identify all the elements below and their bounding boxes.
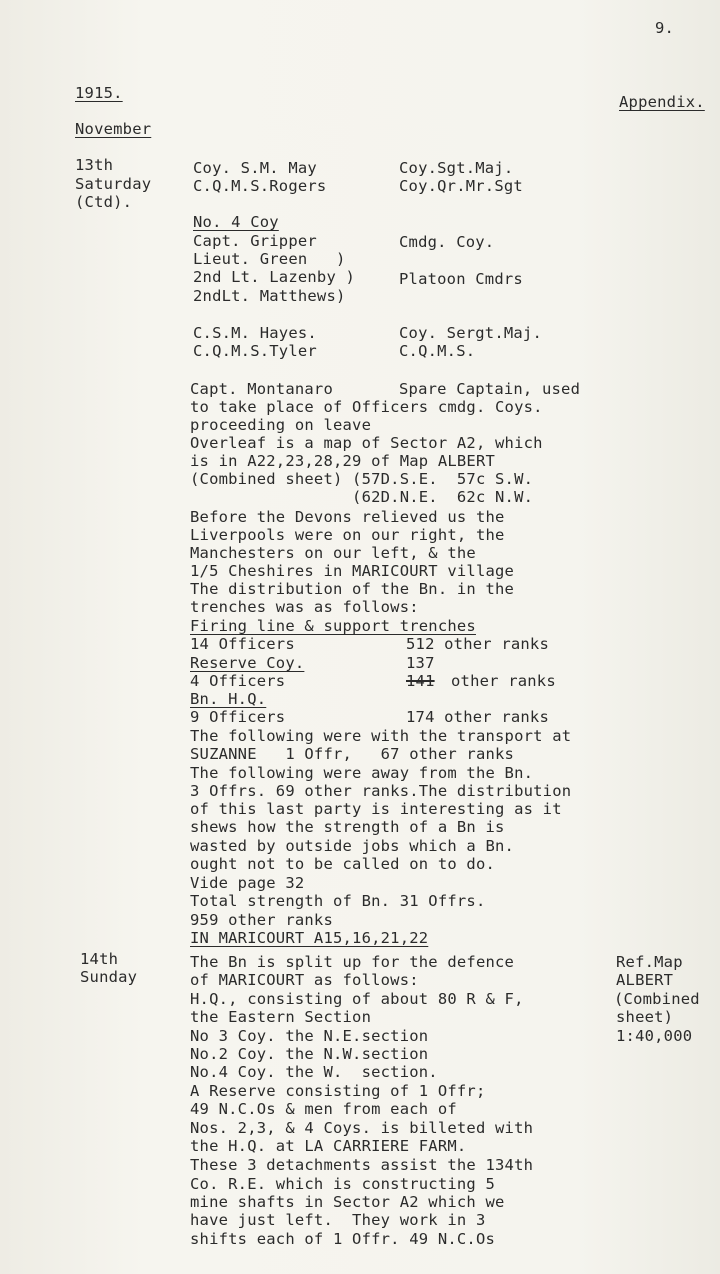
text-line: wasted by outside jobs which a Bn. <box>190 837 515 855</box>
text-line: Manchesters on our left, & the <box>190 544 476 562</box>
text-line: 49 N.C.Os & men from each of <box>190 1100 457 1118</box>
text-line: of MARICOURT as follows: <box>190 971 419 989</box>
text-line: the H.Q. at LA CARRIERE FARM. <box>190 1137 467 1155</box>
spare-captain: Capt. Montanaro <box>190 380 333 398</box>
roster-name: C.Q.M.S.Tyler <box>193 342 317 360</box>
text-line: H.Q., consisting of about 80 R & F, <box>190 990 524 1008</box>
maricourt-heading: IN MARICOURT A15,16,21,22 <box>190 929 429 947</box>
roster-name: C.Q.M.S.Rogers <box>193 177 327 195</box>
text-line: The distribution of the Bn. in the <box>190 580 515 598</box>
text-line: proceeding on leave <box>190 416 372 434</box>
roster-name: Capt. Gripper <box>193 232 317 250</box>
firing-ranks: 512 other ranks <box>406 635 549 653</box>
text-line: 959 other ranks <box>190 911 333 929</box>
roster-role: Coy.Sgt.Maj. <box>399 159 514 177</box>
date-day: 14th <box>80 950 119 968</box>
text-line: The following were away from the Bn. <box>190 764 534 782</box>
text-line: No.2 Coy. the N.W.section <box>190 1045 429 1063</box>
text-line: of this last party is interesting as it <box>190 800 562 818</box>
roster-name: 2ndLt. Matthews) <box>193 287 346 305</box>
text-line: A Reserve consisting of 1 Offr; <box>190 1082 486 1100</box>
text-line: No 3 Coy. the N.E.section <box>190 1027 429 1045</box>
text-line: the Eastern Section <box>190 1008 372 1026</box>
year-heading: 1915. <box>75 84 123 102</box>
page-number: 9. <box>655 19 675 37</box>
bnhq-officers: 9 Officers <box>190 708 286 726</box>
text-line: Overleaf is a map of Sector A2, which <box>190 434 543 452</box>
text-line: Co. R.E. which is constructing 5 <box>190 1175 496 1193</box>
roster-role: Platoon Cmdrs <box>399 270 523 288</box>
roster-role: C.Q.M.S. <box>399 342 476 360</box>
text-line: 3 Offrs. 69 other ranks.The distribution <box>190 782 572 800</box>
text-line: shifts each of 1 Offr. 49 N.C.Os <box>190 1230 496 1248</box>
text-line: The following were with the transport at <box>190 727 572 745</box>
text-line: mine shafts in Sector A2 which we <box>190 1193 505 1211</box>
text-line: to take place of Officers cmdg. Coys. <box>190 398 543 416</box>
text-line: Nos. 2,3, & 4 Coys. is billeted with <box>190 1119 534 1137</box>
coy4-heading: No. 4 Coy <box>193 213 279 231</box>
firing-officers: 14 Officers <box>190 635 295 653</box>
text-line: (62D.N.E. 62c N.W. <box>190 488 534 506</box>
text-line: Vide page 32 <box>190 874 305 892</box>
text-line: The Bn is split up for the defence <box>190 953 515 971</box>
reserve-number: 137 <box>406 654 435 672</box>
text-line: 1/5 Cheshires in MARICOURT village <box>190 562 515 580</box>
appendix-label: Appendix. <box>619 93 705 111</box>
text-line: Total strength of Bn. 31 Offrs. <box>190 892 486 910</box>
firing-line-heading: Firing line & support trenches <box>190 617 476 635</box>
roster-name: Lieut. Green ) <box>193 250 346 268</box>
ref-map-line: sheet) <box>616 1008 674 1026</box>
roster-role: Cmdg. Coy. <box>399 233 495 251</box>
date-day: 13th <box>75 156 114 174</box>
text-line: trenches was as follows: <box>190 598 419 616</box>
roster-name: Coy. S.M. May <box>193 159 317 177</box>
reserve-heading: Reserve Coy. <box>190 654 305 672</box>
text-line: Before the Devons relieved us the <box>190 508 505 526</box>
text-line: have just left. They work in 3 <box>190 1211 486 1229</box>
bnhq-heading: Bn. H.Q. <box>190 690 267 708</box>
roster-name: 2nd Lt. Lazenby ) <box>193 268 356 286</box>
reserve-ranks: other ranks <box>451 672 556 690</box>
date-note: (Ctd). <box>75 193 133 211</box>
text-line: shews how the strength of a Bn is <box>190 818 505 836</box>
date-weekday: Sunday <box>80 968 138 986</box>
reserve-officers: 4 Officers <box>190 672 286 690</box>
ref-map-line: ALBERT <box>616 971 674 989</box>
text-line: Liverpools were on our right, the <box>190 526 505 544</box>
ref-map-line: 1:40,000 <box>616 1027 693 1045</box>
month-heading: November <box>75 120 152 138</box>
text-line: (Combined sheet) (57D.S.E. 57c S.W. <box>190 470 534 488</box>
text-line: is in A22,23,28,29 of Map ALBERT <box>190 452 496 470</box>
text-line: No.4 Coy. the W. section. <box>190 1063 438 1081</box>
text-line: These 3 detachments assist the 134th <box>190 1156 534 1174</box>
roster-name: C.S.M. Hayes. <box>193 324 317 342</box>
text-line: SUZANNE 1 Offr, 67 other ranks <box>190 745 515 763</box>
roster-role: Coy. Sergt.Maj. <box>399 324 542 342</box>
text-line: ought not to be called on to do. <box>190 855 496 873</box>
roster-role: Coy.Qr.Mr.Sgt <box>399 177 523 195</box>
bnhq-ranks: 174 other ranks <box>406 708 549 726</box>
reserve-struck-number: 141 <box>406 672 435 690</box>
ref-map-line: Ref.Map <box>616 953 683 971</box>
spare-role: Spare Captain, used <box>399 380 581 398</box>
date-weekday: Saturday <box>75 175 152 193</box>
ref-map-line: (Combined <box>614 990 700 1008</box>
